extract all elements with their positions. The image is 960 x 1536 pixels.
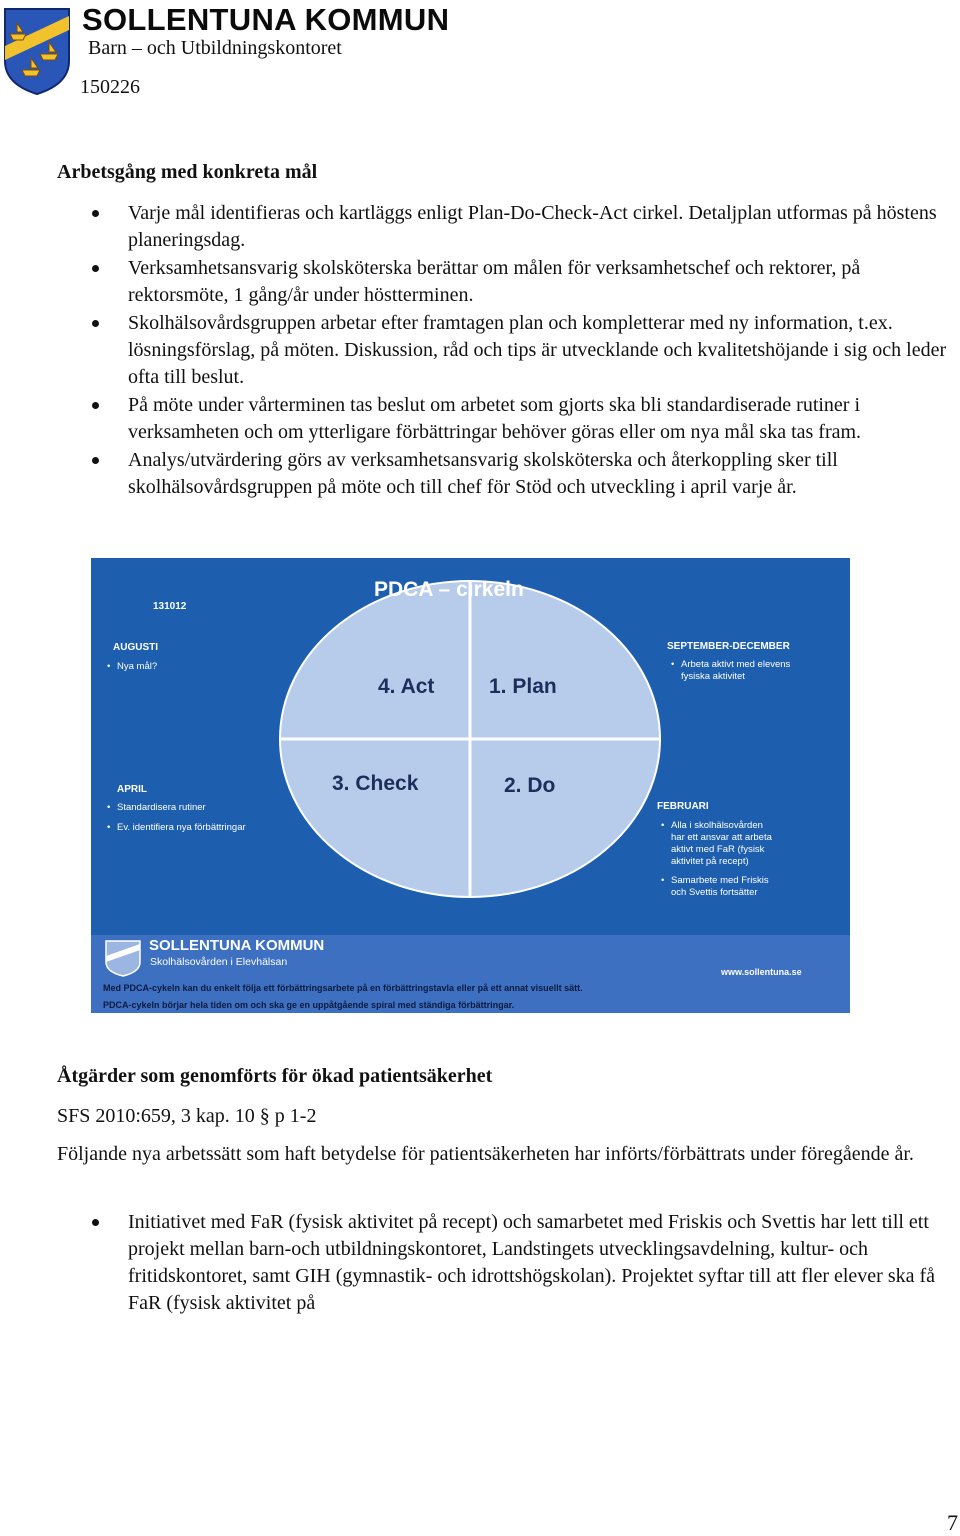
section-intro: Följande nya arbetssätt som haft betydelse för patientsäkerheten har införts/förbättrats under föregående år. bbox=[57, 1143, 914, 1165]
februari-item-cont: aktivitet på recept) bbox=[671, 856, 749, 867]
sept-dec-item-cont: fysiska aktivitet bbox=[681, 671, 745, 682]
footer-crest-logo bbox=[103, 938, 143, 978]
bullet-icon bbox=[92, 1219, 99, 1226]
section-heading-patientsakerhet: Åtgärder som genomförts för ökad patientsäkerhet bbox=[57, 1065, 493, 1087]
bullet-icon bbox=[92, 320, 99, 327]
pdca-code: 131012 bbox=[153, 601, 187, 612]
bullet-icon bbox=[92, 265, 99, 272]
april-item: • Ev. identifiera nya förbättringar bbox=[107, 822, 246, 833]
bullet-list-patientsakerhet bbox=[92, 1209, 952, 1318]
section-heading-arbetsgang: Arbetsgång med konkreta mål bbox=[57, 161, 318, 183]
list-item: Analys/utvärdering görs av verksamhetsansvarig skolsköterska och återkoppling sker till skolhälsovårdsgruppen på möte och till chef för Stöd och utveckling i april varje år. bbox=[92, 447, 952, 501]
quadrant-act-label: 4. Act bbox=[378, 675, 435, 698]
februari-heading: FEBRUARI bbox=[657, 801, 709, 812]
list-item: På möte under vårterminen tas beslut om arbetet som gjorts ska bli standardiserade rutiner i verksamheten och om ytterligare förbättringar behöver göras eller om nya mål ska tas fram. bbox=[92, 392, 952, 446]
legal-reference: SFS 2010:659, 3 kap. 10 § p 1-2 bbox=[57, 1105, 317, 1127]
quadrant-plan-label: 1. Plan bbox=[489, 675, 557, 698]
februari-item-cont: aktivt med FaR (fysisk bbox=[671, 844, 765, 855]
april-item: • Standardisera rutiner bbox=[107, 802, 206, 813]
list-item: Skolhälsovårdsgruppen arbetar efter framtagen plan och kompletterar med ny information, t.ex. lösningsförslag, på möten. Diskussion, råd och tips är utvecklande och kvalitetshöjande i sig och leder ofta till beslut. bbox=[92, 310, 952, 391]
quadrant-do-label: 2. Do bbox=[504, 774, 556, 797]
bullet-list-arbetsgang bbox=[92, 200, 952, 502]
coat-of-arms-logo bbox=[2, 6, 72, 96]
document-number: 150226 bbox=[80, 76, 140, 98]
footer-org-name: SOLLENTUNA KOMMUN bbox=[149, 937, 325, 954]
list-item: Initiativet med FaR (fysisk aktivitet på recept) och samarbetet med Friskis och Svettis har lett till ett projekt mellan barn-och utbildningskontoret, Landstingets utvecklingsavdelning, kultur- och fritidskontoret, samt GIH (gymnastik- och idrottshögskolan). Projektet syftar till att fler elever ska få FaR (fysisk aktivitet på bbox=[92, 1209, 952, 1317]
sept-dec-heading: SEPTEMBER-DECEMBER bbox=[667, 641, 790, 652]
bullet-icon bbox=[92, 210, 99, 217]
footer-caption-line-2: PDCA-cykeln börjar hela tiden om och ska ge en uppåtgående spiral med ständiga förbättringar. bbox=[103, 1000, 515, 1010]
bullet-icon bbox=[92, 457, 99, 464]
bullet-icon bbox=[92, 402, 99, 409]
footer-url: www.sollentuna.se bbox=[721, 967, 802, 977]
organization-name: SOLLENTUNA KOMMUN bbox=[82, 2, 450, 37]
list-item: Verksamhetsansvarig skolsköterska berättar om målen för verksamhetschef och rektorer, på rektorsmöte, 1 gång/år under höstterminen. bbox=[92, 255, 952, 309]
sept-dec-item: • Arbeta aktivt med elevens bbox=[671, 659, 791, 670]
augusti-item: • Nya mål? bbox=[107, 661, 158, 672]
list-item: Varje mål identifieras och kartläggs enligt Plan-Do-Check-Act cirkel. Detaljplan utformas på höstens planeringsdag. bbox=[92, 200, 952, 254]
februari-item-cont: har ett ansvar att arbeta bbox=[671, 832, 772, 843]
pdca-title: PDCA – cirkeln bbox=[374, 578, 524, 601]
februari-item: • Samarbete med Friskis bbox=[661, 875, 769, 886]
februari-item-cont: och Svettis fortsätter bbox=[671, 887, 758, 898]
department-name: Barn – och Utbildningskontoret bbox=[88, 37, 342, 59]
augusti-heading: AUGUSTI bbox=[113, 642, 158, 653]
page-number: 7 bbox=[947, 1510, 958, 1535]
quadrant-check-label: 3. Check bbox=[332, 772, 419, 795]
februari-item: • Alla i skolhälsovården bbox=[661, 820, 763, 831]
footer-caption-line-1: Med PDCA-cykeln kan du enkelt följa ett förbättringsarbete på en förbättringstavla eller på ett annat visuellt sätt. bbox=[103, 983, 583, 993]
footer-subtitle: Skolhälsovården i Elevhälsan bbox=[150, 956, 288, 968]
april-heading: APRIL bbox=[117, 784, 147, 795]
pdca-figure bbox=[91, 558, 850, 1013]
